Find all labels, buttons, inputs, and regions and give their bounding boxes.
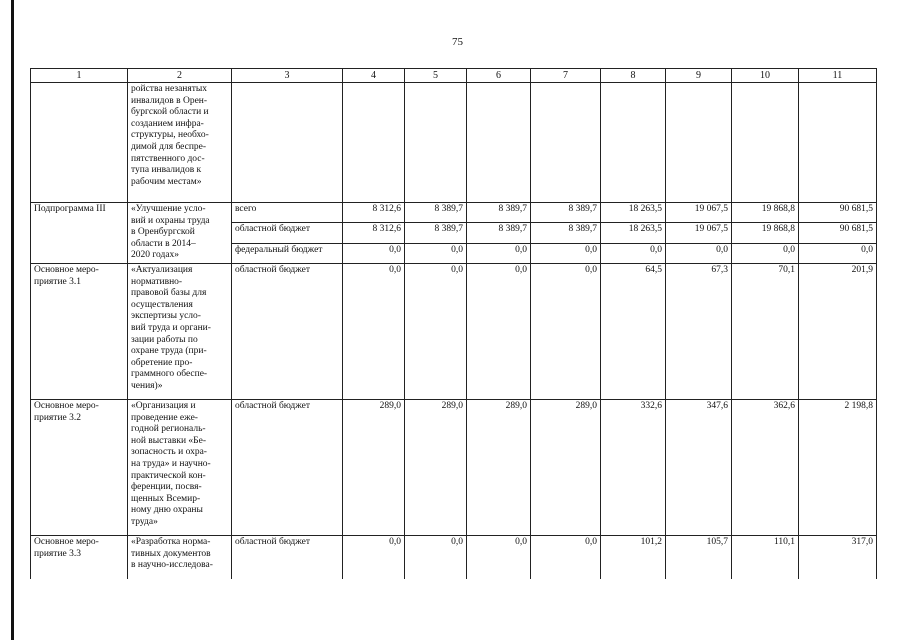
value-cell: 19 067,5 (666, 203, 732, 223)
budget-table (30, 68, 877, 579)
page-edge-bar (11, 0, 14, 640)
program-description-cell: «Улучшение усло- вий и охраны труда в Оренбургской области в 2014– 2020 годах» (128, 203, 232, 264)
value-cell: 19 067,5 (666, 223, 732, 243)
value-cell: 0,0 (531, 243, 601, 263)
value-cell: 317,0 (799, 535, 877, 579)
col-header: 2 (128, 69, 232, 83)
value-cell: 8 389,7 (405, 203, 467, 223)
program-description-cell: «Организация и проведение еже- годной региональ- ной выставки «Бе- зопасность и охра- на труда» и научно- практической кон- ференции, посвя- щенных Всемир- ному дню охраны труда» (128, 399, 232, 535)
funding-source-cell: областной бюджет (232, 535, 343, 579)
program-name-cell: Основное меро- приятие 3.2 (31, 399, 128, 535)
value-cell: 0,0 (405, 535, 467, 579)
value-cell: 332,6 (601, 399, 666, 535)
value-cell (799, 83, 877, 203)
value-cell: 70,1 (732, 263, 799, 399)
value-cell: 8 389,7 (405, 223, 467, 243)
value-cell: 67,3 (666, 263, 732, 399)
value-cell (467, 83, 531, 203)
col-header: 6 (467, 69, 531, 83)
value-cell: 0,0 (601, 243, 666, 263)
table-row (31, 399, 877, 535)
value-cell: 347,6 (666, 399, 732, 535)
program-description-cell: ройства незанятых инвалидов в Орен- бургской области и созданием инфра- структуры, необхо- димой для беспре- пятственного дос- тупа инвалидов к рабочим местам» (128, 83, 232, 203)
value-cell (405, 83, 467, 203)
value-cell: 19 868,8 (732, 203, 799, 223)
page-number: 75 (452, 36, 463, 48)
program-description-cell: «Разработка норма- тивных документов в научно-исследова- (128, 535, 232, 579)
value-cell: 8 389,7 (531, 203, 601, 223)
funding-source-cell: областной бюджет (232, 263, 343, 399)
program-name-cell: Подпрограмма III (31, 203, 128, 264)
col-header: 9 (666, 69, 732, 83)
value-cell: 8 389,7 (467, 203, 531, 223)
col-header: 7 (531, 69, 601, 83)
value-cell: 0,0 (531, 263, 601, 399)
value-cell: 0,0 (467, 243, 531, 263)
value-cell: 0,0 (467, 263, 531, 399)
col-header: 5 (405, 69, 467, 83)
value-cell: 18 263,5 (601, 223, 666, 243)
value-cell: 64,5 (601, 263, 666, 399)
value-cell (666, 83, 732, 203)
table-row (31, 535, 877, 579)
funding-source-cell: областной бюджет (232, 399, 343, 535)
table-row (31, 203, 877, 223)
value-cell: 0,0 (343, 263, 405, 399)
value-cell (601, 83, 666, 203)
value-cell: 8 312,6 (343, 223, 405, 243)
col-header: 11 (799, 69, 877, 83)
value-cell: 289,0 (531, 399, 601, 535)
value-cell: 0,0 (799, 243, 877, 263)
value-cell: 90 681,5 (799, 223, 877, 243)
value-cell: 19 868,8 (732, 223, 799, 243)
value-cell: 289,0 (467, 399, 531, 535)
value-cell: 362,6 (732, 399, 799, 535)
value-cell: 2 198,8 (799, 399, 877, 535)
value-cell: 105,7 (666, 535, 732, 579)
value-cell: 18 263,5 (601, 203, 666, 223)
value-cell: 0,0 (531, 535, 601, 579)
col-header: 4 (343, 69, 405, 83)
program-name-cell: Основное меро- приятие 3.3 (31, 535, 128, 579)
value-cell: 201,9 (799, 263, 877, 399)
col-header: 10 (732, 69, 799, 83)
funding-source-cell: федеральный бюджет (232, 243, 343, 263)
value-cell: 110,1 (732, 535, 799, 579)
table-row (31, 83, 877, 203)
program-description-cell: «Актуализация нормативно- правовой базы для осуществления экспертизы усло- вий труда и органи- зации работы по охране труда (при- обретение про- граммного обеспе- чения)» (128, 263, 232, 399)
value-cell (531, 83, 601, 203)
value-cell: 8 389,7 (467, 223, 531, 243)
value-cell: 289,0 (343, 399, 405, 535)
table-row (31, 263, 877, 399)
funding-source-cell (232, 83, 343, 203)
value-cell (343, 83, 405, 203)
value-cell: 0,0 (405, 263, 467, 399)
value-cell: 101,2 (601, 535, 666, 579)
value-cell (732, 83, 799, 203)
funding-source-cell: всего (232, 203, 343, 223)
program-name-cell: Основное меро- приятие 3.1 (31, 263, 128, 399)
value-cell: 0,0 (666, 243, 732, 263)
value-cell: 0,0 (467, 535, 531, 579)
col-header: 8 (601, 69, 666, 83)
value-cell: 0,0 (732, 243, 799, 263)
value-cell: 289,0 (405, 399, 467, 535)
value-cell: 8 312,6 (343, 203, 405, 223)
value-cell: 0,0 (343, 243, 405, 263)
value-cell: 8 389,7 (531, 223, 601, 243)
program-name-cell (31, 83, 128, 203)
funding-source-cell: областной бюджет (232, 223, 343, 243)
column-number-row (31, 69, 877, 83)
value-cell: 90 681,5 (799, 203, 877, 223)
col-header: 1 (31, 69, 128, 83)
value-cell: 0,0 (405, 243, 467, 263)
value-cell: 0,0 (343, 535, 405, 579)
col-header: 3 (232, 69, 343, 83)
